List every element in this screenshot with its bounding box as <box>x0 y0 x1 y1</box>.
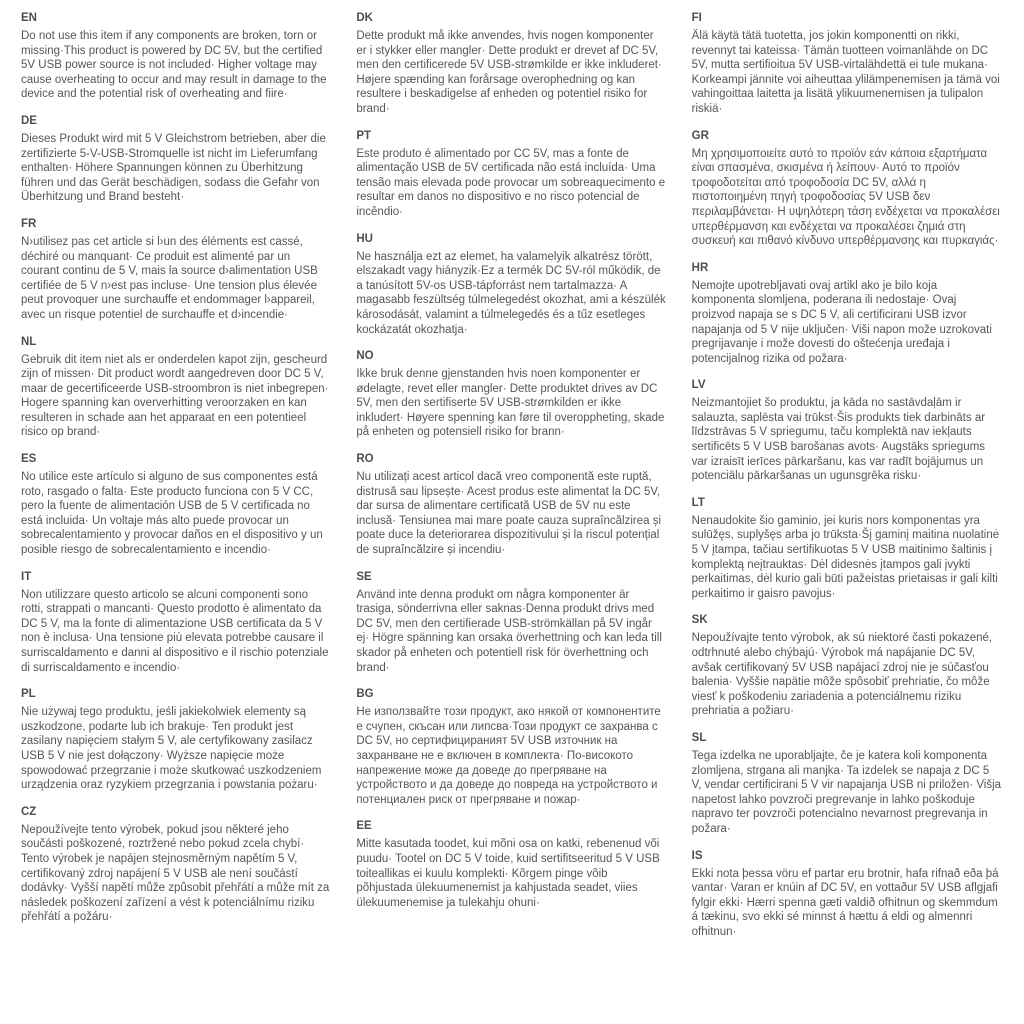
section-lt-text: Nenaudokite šio gaminio, jei kuris nors komponentas yra sulūžęs, suplyšęs arba jo trūksta·Šį gaminį maitina nuolatinė 5 V įtampa, tačiau sertifikuotas 5 V USB maitinimo šaltinis į komplektą neįtrauktas· Dėl didesnės įtampos gali įvykti perkaitimas, dėl kurio gali būti pažeistas prietaisas ir gali kilti perkaitimo ir gaisro pavojus· <box>691 514 1000 600</box>
section-nl <box>21 335 331 441</box>
section-pt <box>356 129 666 220</box>
section-pl <box>21 687 331 793</box>
section-gr <box>692 129 1002 249</box>
section-sk <box>692 613 1002 719</box>
section-no-heading: NO <box>356 350 374 363</box>
section-se <box>356 570 666 676</box>
section-fr-text: N›utilisez pas cet article si l›un des éléments est cassé, déchiré ou manquant· Ce produit est alimenté par un courant continu de 5 V, mais la source d›alimentation USB certifiée de 5 V n›est pas incluse· Une tension plus élevée peut provoquer une surchauffe et endommager l›appareil, avec un risque potentiel de surchauffe et d›incendie· <box>21 235 318 321</box>
column-3 <box>692 11 1002 1014</box>
section-no-text: Ikke bruk denne gjenstanden hvis noen komponenter er ødelagte, revet eller mangler· Dette produktet drives av DC 5V, men den sertifiserte 5V USB-strømkilden er ikke inkludert· Høyere spenning kan føre til overoppheting, skade på enheten og potensiell risiko for brann· <box>356 368 665 439</box>
column-2 <box>356 11 666 1014</box>
section-pl-text: Nie używaj tego produktu, jeśli jakiekolwiek elementy są uszkodzone, podarte lub ich brakuje· Ten produkt jest zasilany napięciem stałym 5 V, ale certyfikowany zasilacz USB 5 V nie jest dołączony· Wyższe napięcie może spowodować przegrzanie i może skutkować uszkodzeniem urządzenia oraz ryzykiem przegrzania i powstania pożaru· <box>21 706 322 792</box>
section-hu-heading: HU <box>356 232 373 245</box>
section-is-heading: IS <box>691 849 703 862</box>
section-sk-text: Nepoužívajte tento výrobok, ak sú niektoré časti pokazené, odtrhnuté alebo chýbajú· Výrobok má napájanie DC 5V, avšak certifikovaný 5V USB napájací zdroj nie je súčasťou balenia· Vyššie napätie môže spôsobiť prehriatie, čo môže viesť k poškodeniu zariadenia a potenciálnemu riziku prehriatia a požiaru· <box>691 632 993 718</box>
section-ro-text: Nu utilizați acest articol dacă vreo componentă este ruptă, distrusă sau lipsește· Acest produs este alimentat la DC 5V, dar sursa de alimentare certificată USB de 5V nu este inclusă· Tensiunea mai mare poate cauza supraîncălzirea și poate duce la deteriorarea dispozitivului și la riscul potențial de supraîncălzire și incendiu· <box>356 471 662 557</box>
section-pt-heading: PT <box>356 129 372 142</box>
section-dk <box>356 11 666 117</box>
section-en-heading: EN <box>21 12 37 24</box>
section-pl-heading: PL <box>21 688 36 701</box>
section-nl-heading: NL <box>21 335 37 348</box>
section-hu <box>356 232 666 338</box>
section-cz-heading: CZ <box>21 805 37 818</box>
section-fr-heading: FR <box>21 217 37 230</box>
section-ee <box>356 819 666 910</box>
section-is-text: Ekki nota þessa vöru ef partar eru brotnir, hafa rifnað eða þá vantar· Varan er knúin af DC 5V, en vottaður 5V USB aflgjafi fylgir ekki· Hærri spenna gæti valdið ofhitnun og skemmdum á tækinu, svo ekki sé minnst á hættu á eldi og almennri ofhitnun· <box>691 867 999 938</box>
section-dk-heading: DK <box>356 12 373 24</box>
section-lt-heading: LT <box>691 496 705 509</box>
section-dk-text: Dette produkt må ikke anvendes, hvis nogen komponenter er i stykker eller mangler· Dette produkt er drevet af DC 5V, men den certificerede 5V USB-strømkilde er ikke inkluderet· Højere spænding kan forårsage overophedning og kan resultere i beskadigelse af enheden og potentiel risiko for brand· <box>356 30 662 115</box>
section-it <box>21 570 331 676</box>
section-gr-heading: GR <box>691 129 709 142</box>
section-it-text: Non utilizzare questo articolo se alcuni componenti sono rotti, strappati o mancanti· Questo prodotto è alimentato da DC 5 V, ma la fonte di alimentazione USB certificata da 5 V non è inclusa· Una tensione più elevata potrebbe causare il surriscaldamento e danni al dispositivo e il rischio potenziale di surriscaldamento e incendio· <box>21 588 329 674</box>
section-bg-heading: BG <box>356 688 374 701</box>
section-lv-heading: LV <box>691 379 706 392</box>
section-es <box>21 452 331 558</box>
section-hr-text: Nemojte upotrebljavati ovaj artikl ako je bilo koja komponenta slomljena, poderana ili nedostaje· Ovaj proizvod napaja se s DC 5 V, ali certificirani USB izvor napajanja od 5 V nije uključen· Viši napon može uzrokovati pregrijavanje i može dovesti do oštećenja uređaja i potencijalnog rizika od požara· <box>691 279 992 365</box>
section-es-heading: ES <box>21 453 37 466</box>
section-en <box>21 11 331 102</box>
section-se-heading: SE <box>356 570 372 583</box>
section-lv-text: Neizmantojiet šo produktu, ja kāda no sastāvdaļām ir salauzta, saplēsta vai trūkst·Šis produkts tiek darbināts ar līdzstrāvas 5 V spriegumu, taču komplektā nav iekļauts sertificēts 5 V USB barošanas avots· Augstāks spriegums var izraisīt ierīces pārkaršanu, kas var radīt bojājumus un potenciālu pārkaršanas un ugunsgrēka risku· <box>691 397 986 483</box>
section-ro-heading: RO <box>356 453 374 466</box>
section-hr <box>692 261 1002 367</box>
section-sl-heading: SL <box>691 731 707 744</box>
section-es-text: No utilice este artículo si alguno de sus componentes está roto, rasgado o falta· Este producto funciona con 5 V CC, pero la fuente de alimentación USB de 5 V certificada no está incluida· Un voltaje más alto puede provocar un sobrecalentamiento y provocar daños en el dispositivo y un posible riesgo de sobrecalentamiento e incendio· <box>21 471 323 557</box>
section-bg-text: Не използвайте този продукт, ако някой от компонентите е счупен, скъсан или липсва·Този продукт се захранва с DC 5V, но сертифицираният 5V USB източник на захранване не е включен в комплекта· По-високото напрежение може да доведе до прегряване на устройството и да доведе до повреда на устройството и потенциален риск от прегряване и пожар· <box>356 706 661 806</box>
section-sl <box>692 731 1002 837</box>
section-ee-text: Mitte kasutada toodet, kui mõni osa on katki, rebenenud või puudu· Tootel on DC 5 V toide, kuid sertifitseeritud 5 V USB toiteallikas ei kuulu komplekti· Kõrgem pinge võib põhjustada ülekuumenemist ja kahjustada seadet, viies ülekuumenemise ja tulekahju ohuni· <box>356 838 660 909</box>
section-de <box>21 114 331 205</box>
section-lt <box>692 496 1002 602</box>
section-fr <box>21 217 331 323</box>
section-gr-text: Μη χρησιμοποιείτε αυτό το προϊόν εάν κάποια εξαρτήματα είναι σπασμένα, σκισμένα ή λείπουν· Αυτό το προϊόν τροφοδοτείται από τροφοδοσία DC 5V, αλλά η πιστοποιημένη πηγή τροφοδοσίας 5V USB δεν περιλαμβάνεται· Η υψηλότερη τάση ενδέχεται να προκαλέσει υπερθέρμανση και ενδέχεται να προκαλέσει ζημιά στη συσκευή και πιθανό κίνδυνο υπερθέρμανσης και πυρκαγιάς· <box>691 147 1000 248</box>
section-no <box>356 349 666 440</box>
section-en-text: Do not use this item if any components are broken, torn or missing·This product is powered by DC 5V, but the certified 5V USB power source is not included· Higher voltage may cause overheating to occur and may result in damage to the device and the potential risk of overheating and fiire· <box>21 30 327 101</box>
section-hu-text: Ne használja ezt az elemet, ha valamelyik alkatrész törött, elszakadt vagy hiányzik·Ez a termék DC 5V-ról működik, de a tanúsított 5V-os USB-tápforrást nem tartalmazza· A magasabb feszültség túlmelegedést okozhat, ami a készülék károsodását, valamint a túlmelegedés és a tűz esetleges kockázatát okozhatja· <box>356 250 666 336</box>
section-cz-text: Nepoužívejte tento výrobek, pokud jsou některé jeho součásti poškozené, roztržené nebo pokud zcela chybí· Tento výrobek je napájen stejnosměrným napětím 5 V, certifikovaný zdroj napájení 5 V USB ale není součástí dodávky· Vyšší napětí může způsobit přehřátí a může mít za následek poškození zařízení a vést k potenciálnímu riziku přehřátí a požáru· <box>21 823 330 924</box>
section-fi-heading: FI <box>691 12 702 24</box>
section-sk-heading: SK <box>691 614 708 627</box>
section-hr-heading: HR <box>691 261 709 274</box>
section-lv <box>692 378 1002 484</box>
section-sl-text: Tega izdelka ne uporabljajte, če je katera koli komponenta zlomljena, strgana ali manjka· Ta izdelek se napaja z DC 5 V, vendar certificirani 5 V vir napajanja USB ni priložen· Višja napetost lahko povzroči pregrevanje in lahko poškoduje napravo ter povzroči potencialno nevarnost pregrevanja in požara· <box>691 749 1002 835</box>
section-ro <box>356 452 666 558</box>
section-it-heading: IT <box>21 570 32 583</box>
section-se-text: Använd inte denna produkt om några komponenter är trasiga, sönderrivna eller saknas·Denna produkt drivs med DC 5V, men den certifierade USB-strömkällan på 5V ingår ej· Högre spänning kan orsaka överhettning och kan leda till skador på enheten och potentiell risk för överhettning och brand· <box>356 588 662 674</box>
section-fi <box>692 11 1002 117</box>
section-nl-text: Gebruik dit item niet als er onderdelen kapot zijn, gescheurd zijn of missen· Dit product wordt aangedreven door DC 5 V, maar de gecertificeerde USB-stroombron is niet inbegrepen· Hogere spanning kan oververhitting veroorzaken en kan resulteren in schade aan het apparaat en een potentieel risico op brand· <box>21 353 329 439</box>
section-de-text: Dieses Produkt wird mit 5 V Gleichstrom betrieben, aber die zertifizierte 5-V-USB-Stromquelle ist nicht im Lieferumfang enthalten· Höhere Spannungen können zu Überhitzung führen und das Gerät beschädigen, sodass die Gefahr von Überhitzung und Brand besteht· <box>21 132 326 204</box>
column-1 <box>21 11 331 1014</box>
section-is <box>692 849 1002 940</box>
section-ee-heading: EE <box>356 820 372 833</box>
section-de-heading: DE <box>21 114 37 127</box>
section-pt-text: Este produto é alimentado por CC 5V, mas a fonte de alimentação USB de 5V certificada não está incluída· Uma tensão mais elevada pode provocar um sobreaquecimento e resultar em danos no dispositivo e no risco potencial de incêndio· <box>356 147 666 218</box>
section-fi-text: Älä käytä tätä tuotetta, jos jokin komponentti on rikki, revennyt tai kateissa· Tämän tuotteen voimanlähde on DC 5V, mutta sertifioitua 5V USB-virtalähdettä ei tule mukana· Korkeampi jännite voi aiheuttaa ylilämpenemisen ja tämä voi vahingoittaa laitetta ja lisätä ylikuumenemisen ja tulipalon riskiä· <box>691 30 1000 115</box>
section-cz <box>21 805 331 925</box>
section-bg <box>356 687 666 807</box>
